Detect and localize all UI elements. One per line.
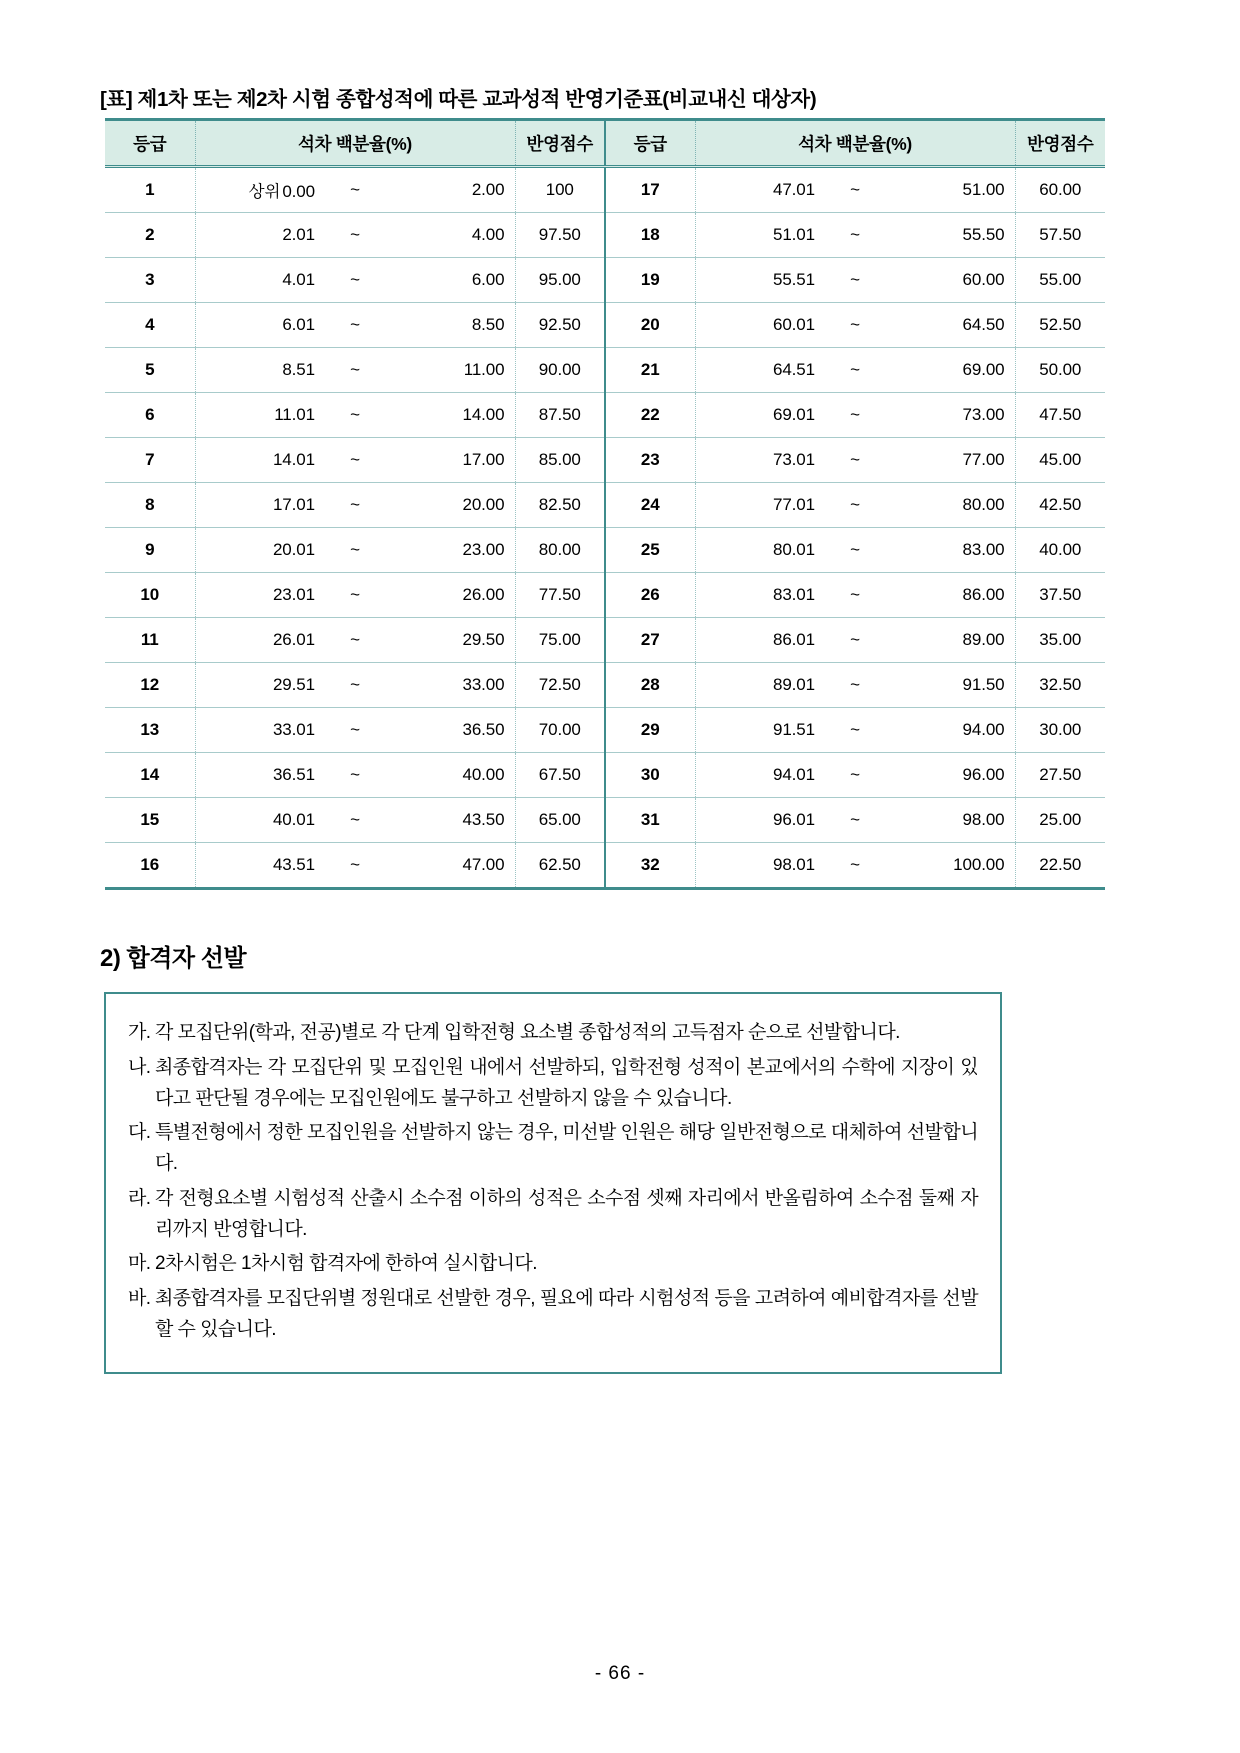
- cell-percentile-high: 91.50: [885, 663, 1015, 708]
- cell-percentile-low: 33.01: [195, 708, 325, 753]
- cell-percentile-low: 23.01: [195, 573, 325, 618]
- note-item: [128, 1184, 978, 1246]
- cell-percentile-high: 86.00: [885, 573, 1015, 618]
- table-row: [105, 573, 1105, 618]
- cell-percentile-high: 77.00: [885, 438, 1015, 483]
- note-marker: 바.: [128, 1288, 151, 1310]
- cell-range-separator: ~: [325, 393, 385, 438]
- cell-grade: 22: [605, 393, 695, 438]
- cell-range-separator: ~: [325, 573, 385, 618]
- cell-range-separator: ~: [825, 663, 885, 708]
- grade-reflection-table: [105, 118, 1105, 890]
- cell-range-separator: ~: [825, 258, 885, 303]
- cell-percentile-low: 60.01: [695, 303, 825, 348]
- cell-grade: 10: [105, 573, 195, 618]
- percentile-prefix: 상위: [248, 183, 281, 201]
- cell-reflection-score: 55.00: [1015, 258, 1105, 303]
- note-item: [128, 1118, 978, 1180]
- cell-range-separator: ~: [825, 213, 885, 258]
- grade-table-body: [105, 167, 1105, 889]
- table-row: [105, 258, 1105, 303]
- header-score-left: 반영점수: [515, 120, 605, 167]
- cell-percentile-high: 26.00: [385, 573, 515, 618]
- cell-reflection-score: 45.00: [1015, 438, 1105, 483]
- cell-range-separator: ~: [825, 483, 885, 528]
- cell-percentile-high: 33.00: [385, 663, 515, 708]
- cell-percentile-high: 80.00: [885, 483, 1015, 528]
- cell-grade: 5: [105, 348, 195, 393]
- cell-range-separator: ~: [825, 528, 885, 573]
- cell-grade: 11: [105, 618, 195, 663]
- cell-grade: 21: [605, 348, 695, 393]
- cell-range-separator: ~: [325, 213, 385, 258]
- note-text: 최종합격자는 각 모집단위 및 모집인원 내에서 선발하되, 입학전형 성적이 본교에서의 수학에 지장이 있다고 판단될 경우에는 모집인원에도 불구하고 선발하지 않을 수 있습니다.: [155, 1056, 978, 1109]
- note-text: 각 전형요소별 시험성적 산출시 소수점 이하의 성적은 소수점 셋째 자리에서 반올림하여 소수점 둘째 자리까지 반영합니다.: [155, 1187, 978, 1240]
- cell-percentile-high: 98.00: [885, 798, 1015, 843]
- note-marker: 다.: [128, 1122, 151, 1144]
- cell-range-separator: ~: [825, 843, 885, 889]
- cell-percentile-high: 29.50: [385, 618, 515, 663]
- cell-percentile-high: 36.50: [385, 708, 515, 753]
- cell-percentile-high: 100.00: [885, 843, 1015, 889]
- cell-percentile-low: 64.51: [695, 348, 825, 393]
- cell-grade: 19: [605, 258, 695, 303]
- cell-range-separator: ~: [325, 438, 385, 483]
- cell-grade: 6: [105, 393, 195, 438]
- cell-reflection-score: 52.50: [1015, 303, 1105, 348]
- cell-percentile-low: 80.01: [695, 528, 825, 573]
- cell-range-separator: ~: [825, 393, 885, 438]
- cell-reflection-score: 35.00: [1015, 618, 1105, 663]
- table-row: [105, 798, 1105, 843]
- cell-reflection-score: 70.00: [515, 708, 605, 753]
- cell-range-separator: ~: [825, 348, 885, 393]
- note-text: 2차시험은 1차시험 합격자에 한하여 실시합니다.: [155, 1253, 537, 1275]
- cell-reflection-score: 100: [515, 167, 605, 213]
- cell-reflection-score: 67.50: [515, 753, 605, 798]
- table-row: [105, 348, 1105, 393]
- cell-range-separator: ~: [325, 753, 385, 798]
- cell-percentile-low: 77.01: [695, 483, 825, 528]
- table-row: [105, 438, 1105, 483]
- cell-percentile-high: 55.50: [885, 213, 1015, 258]
- table-row: [105, 528, 1105, 573]
- cell-range-separator: ~: [325, 798, 385, 843]
- cell-percentile-low: 8.51: [195, 348, 325, 393]
- cell-reflection-score: 22.50: [1015, 843, 1105, 889]
- cell-grade: 23: [605, 438, 695, 483]
- note-item: [128, 1249, 978, 1280]
- cell-percentile-high: 40.00: [385, 753, 515, 798]
- cell-range-separator: ~: [825, 167, 885, 213]
- cell-percentile-high: 60.00: [885, 258, 1015, 303]
- cell-percentile-high: 64.50: [885, 303, 1015, 348]
- note-text: 특별전형에서 정한 모집인원을 선발하지 않는 경우, 미선발 인원은 해당 일반전형으로 대체하여 선발합니다.: [155, 1122, 978, 1175]
- cell-percentile-low: 86.01: [695, 618, 825, 663]
- cell-range-separator: ~: [325, 303, 385, 348]
- page-number: - 66 -: [594, 1663, 646, 1684]
- cell-reflection-score: 87.50: [515, 393, 605, 438]
- cell-grade: 30: [605, 753, 695, 798]
- cell-range-separator: ~: [325, 258, 385, 303]
- cell-grade: 24: [605, 483, 695, 528]
- cell-percentile-high: 51.00: [885, 167, 1015, 213]
- cell-percentile-low: 14.01: [195, 438, 325, 483]
- table-row: [105, 303, 1105, 348]
- cell-range-separator: ~: [825, 708, 885, 753]
- cell-range-separator: ~: [325, 528, 385, 573]
- cell-grade: 14: [105, 753, 195, 798]
- cell-reflection-score: 77.50: [515, 573, 605, 618]
- cell-reflection-score: 65.00: [515, 798, 605, 843]
- note-item: [128, 1018, 978, 1049]
- cell-percentile-high: 17.00: [385, 438, 515, 483]
- table-row: [105, 663, 1105, 708]
- cell-grade: 17: [605, 167, 695, 213]
- cell-grade: 15: [105, 798, 195, 843]
- cell-grade: 3: [105, 258, 195, 303]
- cell-percentile-low: 83.01: [695, 573, 825, 618]
- header-grade-right: 등급: [605, 120, 695, 167]
- cell-percentile-low: 73.01: [695, 438, 825, 483]
- note-text: 최종합격자를 모집단위별 정원대로 선발한 경우, 필요에 따라 시험성적 등을 고려하여 예비합격자를 선발할 수 있습니다.: [155, 1288, 978, 1340]
- cell-reflection-score: 37.50: [1015, 573, 1105, 618]
- cell-percentile-low: 29.51: [195, 663, 325, 708]
- cell-percentile-high: 8.50: [385, 303, 515, 348]
- cell-percentile-high: 4.00: [385, 213, 515, 258]
- cell-percentile-low: 98.01: [695, 843, 825, 889]
- note-text: 각 모집단위(학과, 전공)별로 각 단계 입학전형 요소별 종합성적의 고득점자 순으로 선발합니다.: [155, 1022, 900, 1043]
- cell-percentile-high: 73.00: [885, 393, 1015, 438]
- cell-percentile-low: 91.51: [695, 708, 825, 753]
- cell-percentile-low: 36.51: [195, 753, 325, 798]
- cell-percentile-high: 2.00: [385, 167, 515, 213]
- cell-percentile-high: 69.00: [885, 348, 1015, 393]
- cell-percentile-high: 94.00: [885, 708, 1015, 753]
- cell-percentile-high: 83.00: [885, 528, 1015, 573]
- cell-reflection-score: 82.50: [515, 483, 605, 528]
- cell-reflection-score: 80.00: [515, 528, 605, 573]
- cell-percentile-low: 55.51: [695, 258, 825, 303]
- cell-range-separator: ~: [825, 438, 885, 483]
- cell-percentile-low: 11.01: [195, 393, 325, 438]
- cell-range-separator: ~: [325, 708, 385, 753]
- cell-range-separator: ~: [325, 618, 385, 663]
- cell-grade: 8: [105, 483, 195, 528]
- cell-grade: 27: [605, 618, 695, 663]
- table-row: [105, 708, 1105, 753]
- cell-percentile-high: 11.00: [385, 348, 515, 393]
- section-heading: 2) 합격자 선발: [100, 945, 247, 972]
- cell-range-separator: ~: [825, 303, 885, 348]
- cell-grade: 2: [105, 213, 195, 258]
- cell-percentile-high: 47.00: [385, 843, 515, 889]
- cell-percentile-high: 23.00: [385, 528, 515, 573]
- cell-percentile-low: 6.01: [195, 303, 325, 348]
- note-item: [128, 1053, 978, 1115]
- table-header-row: [105, 120, 1105, 167]
- cell-reflection-score: 27.50: [1015, 753, 1105, 798]
- cell-grade: 12: [105, 663, 195, 708]
- cell-grade: 31: [605, 798, 695, 843]
- cell-range-separator: ~: [325, 663, 385, 708]
- cell-percentile-low: 96.01: [695, 798, 825, 843]
- table-row: [105, 753, 1105, 798]
- cell-range-separator: ~: [325, 348, 385, 393]
- cell-reflection-score: 62.50: [515, 843, 605, 889]
- note-marker: 가.: [128, 1022, 151, 1043]
- cell-reflection-score: 75.00: [515, 618, 605, 663]
- grade-table-container: [105, 118, 1105, 890]
- cell-grade: 7: [105, 438, 195, 483]
- cell-percentile-high: 20.00: [385, 483, 515, 528]
- cell-percentile-low: 40.01: [195, 798, 325, 843]
- cell-percentile-high: 96.00: [885, 753, 1015, 798]
- cell-reflection-score: 47.50: [1015, 393, 1105, 438]
- cell-reflection-score: 25.00: [1015, 798, 1105, 843]
- cell-reflection-score: 32.50: [1015, 663, 1105, 708]
- cell-range-separator: ~: [825, 753, 885, 798]
- cell-reflection-score: 42.50: [1015, 483, 1105, 528]
- table-row: [105, 843, 1105, 889]
- note-item: [128, 1284, 978, 1346]
- cell-percentile-high: 6.00: [385, 258, 515, 303]
- cell-reflection-score: 92.50: [515, 303, 605, 348]
- cell-percentile-low: 17.01: [195, 483, 325, 528]
- cell-grade: 20: [605, 303, 695, 348]
- header-score-right: 반영점수: [1015, 120, 1105, 167]
- cell-reflection-score: 90.00: [515, 348, 605, 393]
- table-caption: [표] 제1차 또는 제2차 시험 종합성적에 따른 교과성적 반영기준표(비교내신 대상자): [100, 88, 817, 111]
- cell-percentile-low: 20.01: [195, 528, 325, 573]
- header-grade-left: 등급: [105, 120, 195, 167]
- header-percentile-right: 석차 백분율(%): [695, 120, 1015, 167]
- cell-range-separator: ~: [825, 618, 885, 663]
- table-row: [105, 483, 1105, 528]
- cell-percentile-low: 69.01: [695, 393, 825, 438]
- table-row: [105, 393, 1105, 438]
- cell-range-separator: ~: [825, 798, 885, 843]
- cell-grade: 1: [105, 167, 195, 213]
- table-row: [105, 618, 1105, 663]
- note-marker: 마.: [128, 1253, 151, 1275]
- cell-percentile-low: 89.01: [695, 663, 825, 708]
- cell-grade: 25: [605, 528, 695, 573]
- cell-reflection-score: 97.50: [515, 213, 605, 258]
- cell-reflection-score: 95.00: [515, 258, 605, 303]
- cell-reflection-score: 60.00: [1015, 167, 1105, 213]
- cell-percentile-high: 14.00: [385, 393, 515, 438]
- cell-range-separator: ~: [825, 573, 885, 618]
- cell-percentile-low: 51.01: [695, 213, 825, 258]
- note-marker: 라.: [128, 1187, 151, 1209]
- cell-percentile-low: 94.01: [695, 753, 825, 798]
- cell-percentile-low: 상위 0.00: [195, 167, 325, 213]
- cell-percentile-high: 89.00: [885, 618, 1015, 663]
- cell-range-separator: ~: [325, 843, 385, 889]
- cell-percentile-high: 43.50: [385, 798, 515, 843]
- cell-grade: 28: [605, 663, 695, 708]
- cell-reflection-score: 72.50: [515, 663, 605, 708]
- table-row: [105, 213, 1105, 258]
- cell-percentile-low: 43.51: [195, 843, 325, 889]
- cell-grade: 13: [105, 708, 195, 753]
- cell-grade: 32: [605, 843, 695, 889]
- cell-grade: 16: [105, 843, 195, 889]
- cell-percentile-low: 47.01: [695, 167, 825, 213]
- cell-reflection-score: 85.00: [515, 438, 605, 483]
- table-row: [105, 167, 1105, 213]
- cell-reflection-score: 50.00: [1015, 348, 1105, 393]
- cell-reflection-score: 57.50: [1015, 213, 1105, 258]
- cell-range-separator: ~: [325, 167, 385, 213]
- cell-range-separator: ~: [325, 483, 385, 528]
- cell-grade: 4: [105, 303, 195, 348]
- cell-percentile-low: 26.01: [195, 618, 325, 663]
- cell-percentile-low: 4.01: [195, 258, 325, 303]
- cell-reflection-score: 30.00: [1015, 708, 1105, 753]
- cell-grade: 18: [605, 213, 695, 258]
- cell-percentile-low: 2.01: [195, 213, 325, 258]
- cell-reflection-score: 40.00: [1015, 528, 1105, 573]
- header-percentile-left: 석차 백분율(%): [195, 120, 515, 167]
- cell-grade: 26: [605, 573, 695, 618]
- note-marker: 나.: [128, 1056, 151, 1078]
- selection-notes-box: [104, 992, 1002, 1374]
- cell-grade: 29: [605, 708, 695, 753]
- cell-grade: 9: [105, 528, 195, 573]
